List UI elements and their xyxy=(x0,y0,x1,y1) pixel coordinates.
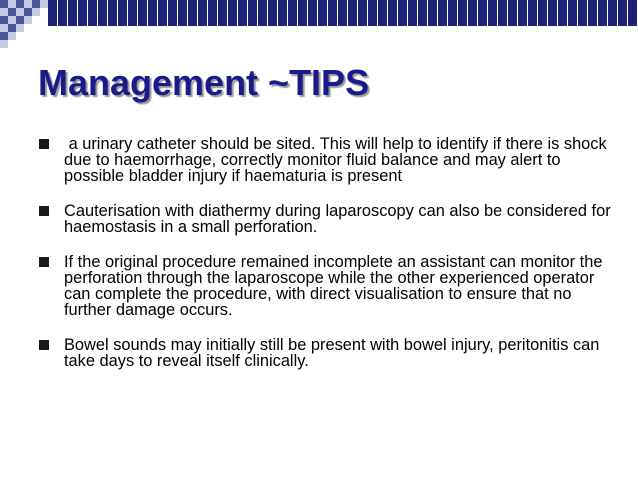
square-bullet-icon xyxy=(39,340,49,350)
checker-square xyxy=(0,0,8,8)
checker-square xyxy=(32,0,40,8)
checker-square xyxy=(8,16,16,24)
list-item xyxy=(39,203,619,235)
slide-title: Management ~TIPS xyxy=(38,62,370,103)
checker-square xyxy=(24,16,32,24)
checker-square xyxy=(0,40,8,48)
header-stripe-band xyxy=(48,0,638,26)
checker-square xyxy=(24,0,32,8)
checker-square xyxy=(8,0,16,8)
bullet-text: Bowel sounds may initially still be present with bowel injury, peritonitis can take days to reveal itself clinically. xyxy=(64,336,600,370)
bullet-text: a urinary catheter should be sited. This will help to identify if there is shock due to haemorrhage, correctly monitor fluid balance and may alert to possible bladder injury if haematuria is present xyxy=(64,135,612,185)
square-bullet-icon xyxy=(39,206,49,216)
square-bullet-icon xyxy=(39,139,49,149)
list-item xyxy=(39,254,619,318)
corner-checker-decoration xyxy=(0,0,48,48)
checker-square xyxy=(0,32,8,40)
bullet-text: If the original procedure remained incomplete an assistant can monitor the perforation through the laparoscope while the other experienced operator can complete the procedure, with direct visualisation to ensure that no further damage occurs. xyxy=(64,253,603,319)
checker-square xyxy=(16,0,24,8)
bullet-text: Cauterisation with diathermy during laparoscopy can also be considered for haemostasis in a small perforation. xyxy=(64,202,611,236)
checker-square xyxy=(8,24,16,32)
checker-square xyxy=(8,32,16,40)
checker-square xyxy=(24,8,32,16)
checker-square xyxy=(16,16,24,24)
square-bullet-icon xyxy=(39,257,49,267)
checker-square xyxy=(16,8,24,16)
checker-square xyxy=(40,0,48,8)
list-item xyxy=(39,337,619,369)
checker-square xyxy=(16,24,24,32)
checker-square xyxy=(0,24,8,32)
checker-square xyxy=(32,8,40,16)
checker-square xyxy=(8,8,16,16)
bullet-list xyxy=(39,136,619,388)
checker-square xyxy=(0,16,8,24)
checker-square xyxy=(0,8,8,16)
list-item xyxy=(39,136,619,184)
